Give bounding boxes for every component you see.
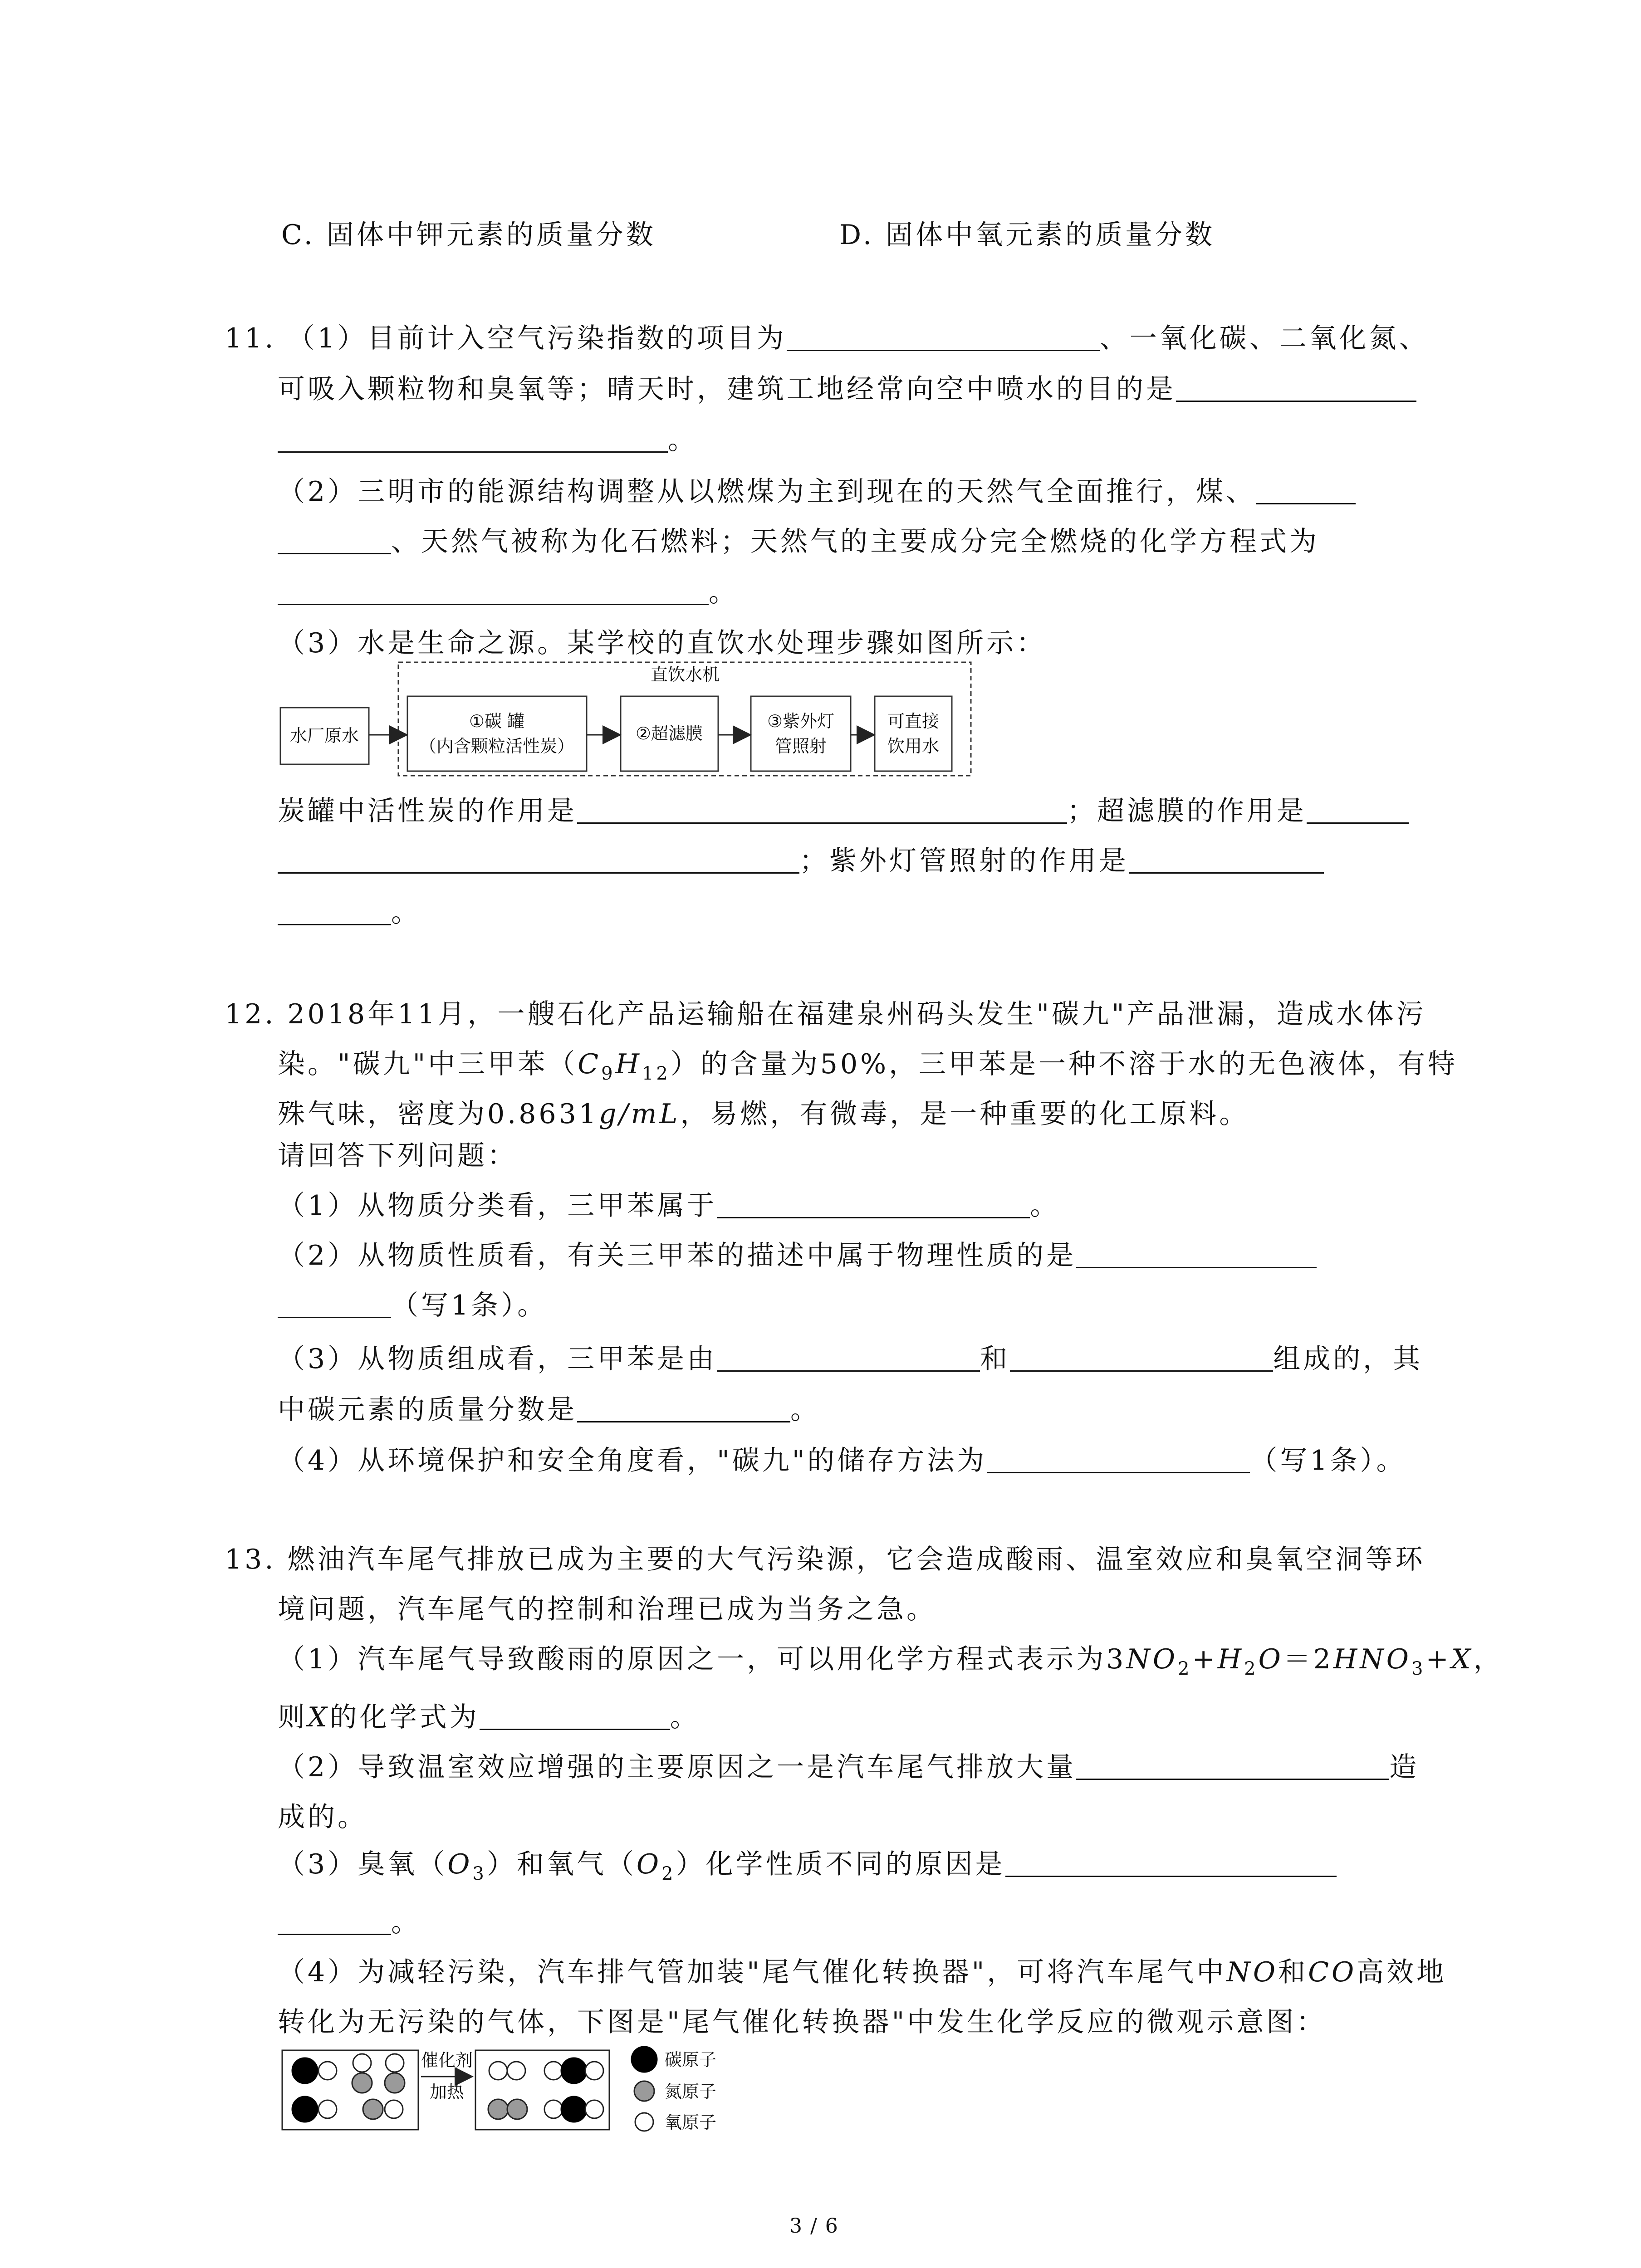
svg-text:氧原子: 氧原子: [665, 2112, 717, 2132]
q13-line-7: （3）臭氧$(O_3)$和氧气$(O_2)$化学性质不同的原因是: [278, 1846, 1337, 1882]
q11-line-9: ；紫外灯管照射的作用是: [278, 843, 1324, 879]
page-number: 3 / 6: [789, 2214, 839, 2238]
q12-line-3: 殊气味，密度为0.8631g/mL，易燃，有微毒，是一种重要的化工原料。: [278, 1098, 1249, 1130]
q11-line-7: （3）水是生命之源。某学校的直饮水处理步骤如图所示：: [278, 627, 1047, 659]
q11-line-5: 、天然气被称为化石燃料；天然气的主要成分完全燃烧的化学方程式为: [278, 523, 1319, 560]
co-molecule: [292, 2097, 337, 2122]
answer-blank[interactable]: [278, 1906, 391, 1935]
svg-text:可直接: 可直接: [887, 711, 940, 731]
q11-line-6: 。: [278, 574, 739, 611]
svg-text:①碳 罐: ①碳 罐: [469, 711, 525, 731]
svg-text:氮原子: 氮原子: [665, 2082, 717, 2102]
no-molecule: [352, 2054, 372, 2093]
answer-blank[interactable]: [278, 1290, 391, 1318]
legend-oxygen: [635, 2112, 716, 2132]
answer-blank[interactable]: [278, 897, 391, 925]
answer-blank[interactable]: [577, 795, 1067, 824]
answer-blank[interactable]: [1176, 373, 1416, 402]
q12-line-5: （1）从物质分类看，三甲苯属于 。: [278, 1190, 1060, 1222]
question-number: 12.: [225, 998, 276, 1030]
q13-line-6: 成的。: [278, 1801, 367, 1833]
carbon-atom-icon: [632, 2047, 657, 2072]
flow-box-uv-lamp: [751, 696, 851, 771]
answer-blank[interactable]: [1307, 795, 1409, 824]
question-number: 11.: [225, 323, 276, 354]
q13-line-5: （2）导致温室效应增强的主要原因之一是汽车尾气排放大量 造: [278, 1751, 1420, 1783]
q11-line-2: 可吸入颗粒物和臭氧等；晴天时，建筑工地经常向空中喷水的目的是: [278, 371, 1416, 407]
answer-blank[interactable]: [1076, 1751, 1389, 1780]
svg-text:饮用水: 饮用水: [887, 736, 940, 756]
svg-text:管照射: 管照射: [774, 736, 827, 756]
q12-line-9: 中碳元素的质量分数是 。: [278, 1394, 820, 1426]
answer-blank[interactable]: [278, 424, 668, 453]
q10-option-c: C. 固体中钾元素的质量分数: [281, 219, 656, 251]
answer-blank[interactable]: [278, 845, 799, 874]
flow-box-drinkable: [875, 696, 952, 771]
co2-molecule: [544, 2058, 603, 2083]
q11-line-1: 11. （1）目前计入空气污染指数的项目为 、一氧化碳、二氧化氮、: [225, 323, 1429, 354]
q13-line-1: 13. 燃油汽车尾气排放已成为主要的大气污染源，它会造成酸雨、温室效应和臭氧空洞等环: [225, 1544, 1425, 1575]
q12-line-1: 12. 2018年11月，一艘石化产品运输船在福建泉州码头发生"碳九"产品泄漏，造成水体污: [225, 998, 1426, 1030]
answer-blank[interactable]: [278, 526, 391, 554]
co2-molecule: [544, 2097, 603, 2122]
answer-blank[interactable]: [1129, 845, 1324, 874]
q12-line-7: （写1条）。: [278, 1287, 547, 1324]
answer-blank[interactable]: [1010, 1343, 1273, 1372]
q13-line-2: 境问题，汽车尾气的控制和治理已成为当务之急。: [278, 1593, 936, 1625]
n2-molecule: [488, 2099, 527, 2119]
q12-line-4: 请回答下列问题：: [278, 1140, 517, 1172]
reaction-micro-diagram: [277, 2041, 812, 2141]
q13-line-4: 则X的化学式为 。: [278, 1701, 700, 1733]
answer-blank[interactable]: [987, 1445, 1250, 1473]
flow-group-label: 直饮水机: [650, 665, 720, 684]
water-treatment-flow-diagram: [277, 653, 985, 789]
question-number: 13.: [225, 1544, 276, 1575]
co2-molecule: [489, 2062, 525, 2080]
q11-line-8: 炭罐中活性炭的作用是 ；超滤膜的作用是: [278, 793, 1409, 829]
answer-blank[interactable]: [1256, 476, 1356, 504]
svg-text:③紫外灯: ③紫外灯: [767, 711, 835, 731]
q12-line-10: （4）从环境保护和安全角度看，"碳九"的储存方法为 （写1条）。: [278, 1445, 1406, 1476]
answer-blank[interactable]: [717, 1343, 980, 1372]
svg-text:（内含颗粒活性炭）: （内含颗粒活性炭）: [419, 736, 575, 756]
svg-text:碳原子: 碳原子: [665, 2050, 717, 2070]
co-molecule: [292, 2058, 337, 2083]
oxygen-atom-icon: [635, 2113, 653, 2131]
legend-carbon: [632, 2047, 716, 2072]
q13-line-9: （4）为减轻污染，汽车排气管加装"尾气催化转换器"，可将汽车尾气中NO和CO高效地: [278, 1956, 1447, 1988]
q11-line-10: 。: [278, 894, 421, 931]
answer-blank[interactable]: [1076, 1240, 1317, 1268]
no-molecule: [363, 2099, 403, 2119]
answer-blank[interactable]: [480, 1701, 670, 1730]
q11-line-4: （2）三明市的能源结构调整从以燃煤为主到现在的天然气全面推行，煤、: [278, 474, 1356, 510]
reaction-condition-heat: 加热: [429, 2082, 465, 2102]
q13-line-10: 转化为无污染的气体，下图是"尾气催化转换器"中发生化学反应的微观示意图：: [278, 2006, 1327, 2038]
q12-line-8: （3）从物质组成看，三甲苯是由 和 组成的，其: [278, 1343, 1423, 1375]
no-molecule: [385, 2054, 405, 2093]
flow-box-carbon-tank: [407, 696, 587, 771]
svg-text:水厂原水: 水厂原水: [289, 726, 359, 746]
q13-line-3: （1）汽车尾气导致酸雨的原因之一，可以用化学方程式表示为$3NO_2+H_2O=2HNO_3+X$，: [278, 1643, 1504, 1679]
q13-line-8: 。: [278, 1904, 421, 1941]
reaction-condition-catalyst: 催化剂: [421, 2050, 473, 2070]
q12-line-6: （2）从物质性质看，有关三甲苯的描述中属于物理性质的是: [278, 1237, 1317, 1274]
answer-blank[interactable]: [1005, 1848, 1337, 1877]
q10-option-d: D. 固体中氧元素的质量分数: [839, 219, 1215, 251]
q12-line-2: 染。"碳九"中三甲苯$(C_9H_{12})$的含量为50%，三甲苯是一种不溶于水的无色液体，有特: [278, 1048, 1458, 1084]
q11-line-3: 。: [278, 422, 698, 458]
answer-blank[interactable]: [278, 577, 709, 605]
legend-nitrogen: [634, 2081, 716, 2102]
svg-text:②超滤膜: ②超滤膜: [635, 723, 703, 743]
answer-blank[interactable]: [577, 1394, 790, 1422]
nitrogen-atom-icon: [634, 2081, 654, 2101]
answer-blank[interactable]: [787, 323, 1100, 351]
answer-blank[interactable]: [717, 1190, 1030, 1218]
